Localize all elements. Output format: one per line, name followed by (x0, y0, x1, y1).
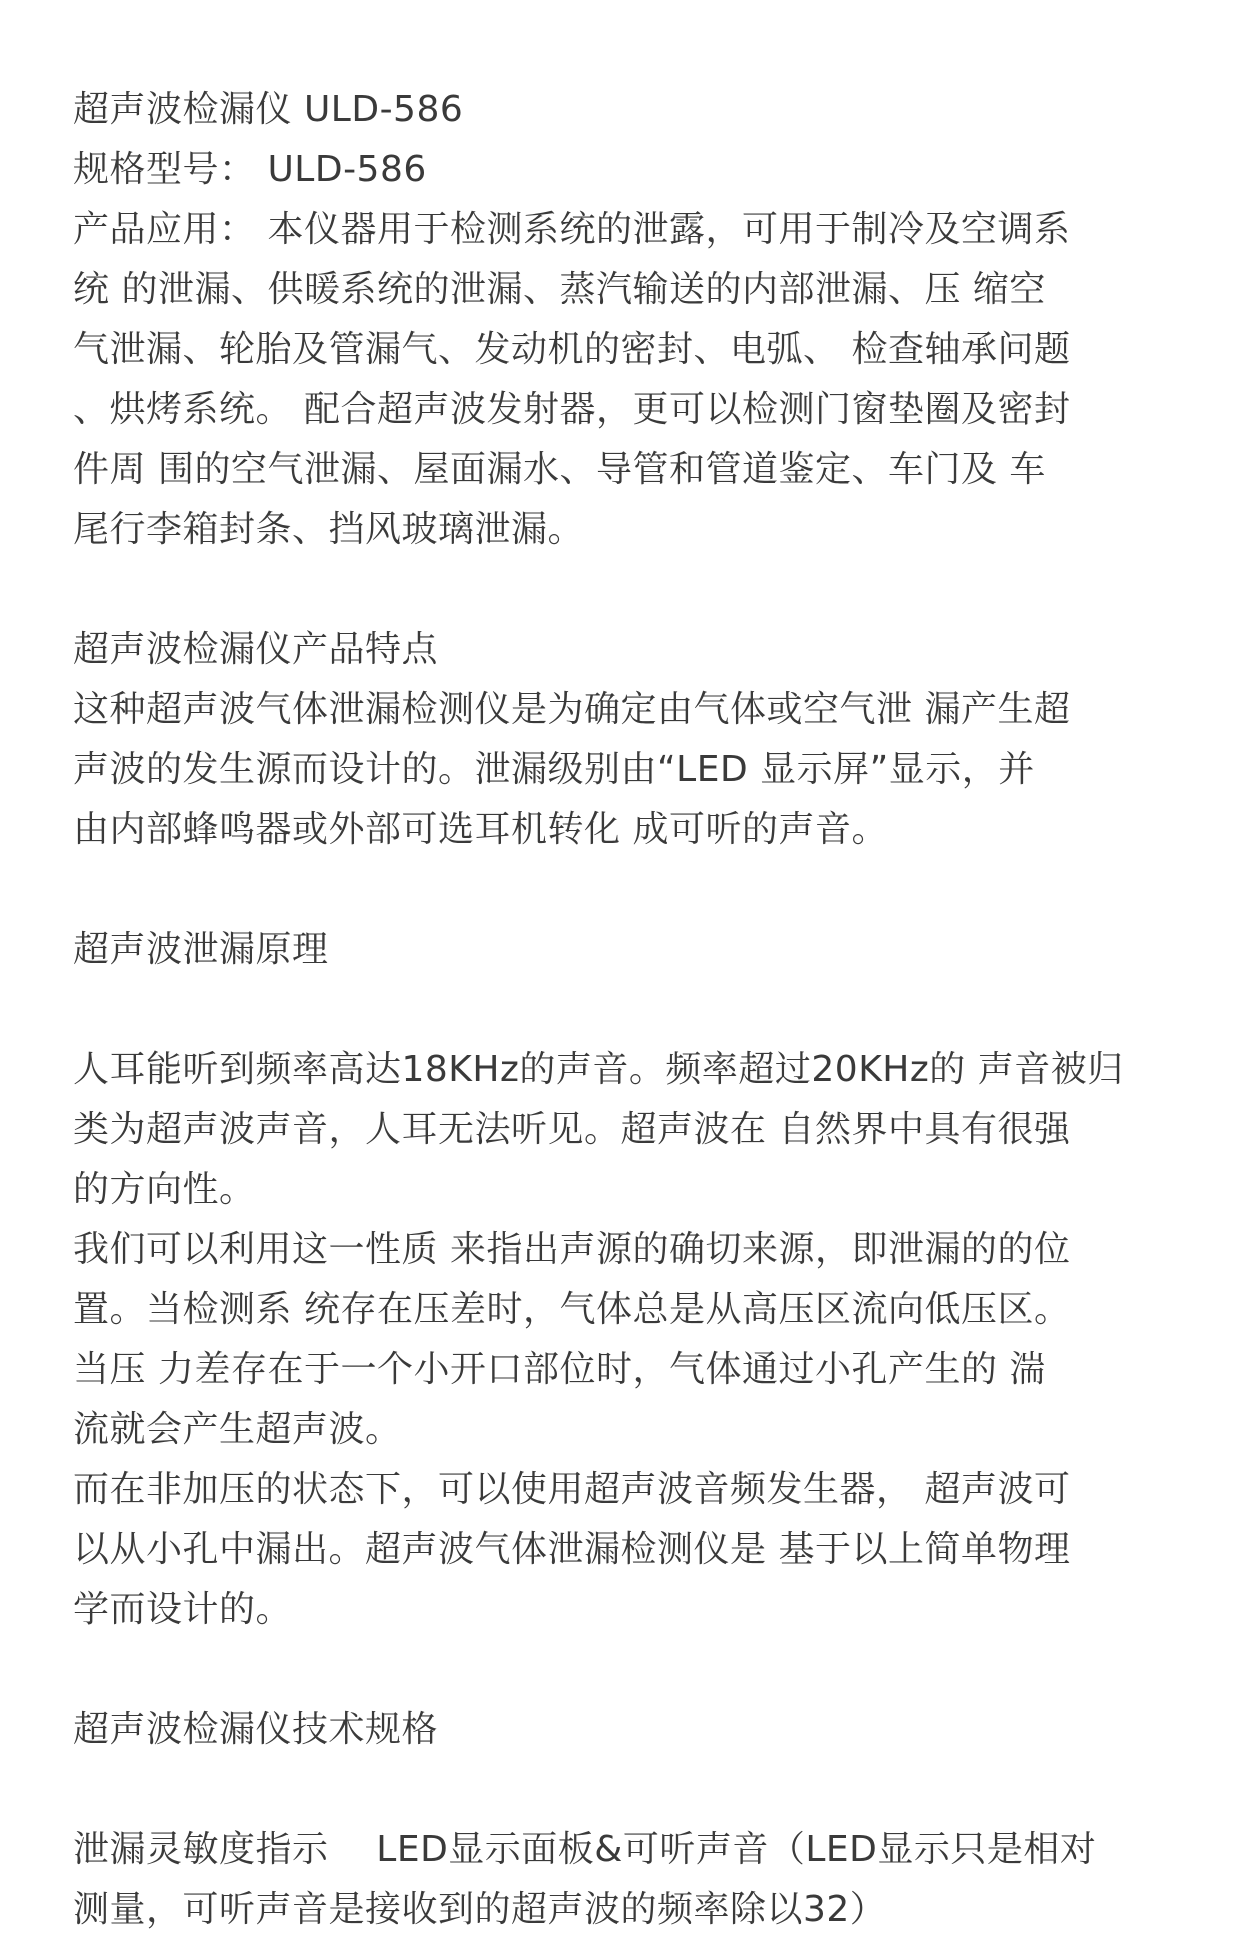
text-line: 声波的发生源而设计的。泄漏级别由“LED 显示屏”显示，并 (73, 749, 1035, 790)
text-line: 泄漏灵敏度指示 LED显示面板&可听声音（LED显示只是相对 (73, 1829, 1097, 1870)
specs-heading: 超声波检漏仪技术规格 (73, 1709, 439, 1750)
text-line: 件周 围的空气泄漏、屋面漏水、导管和管道鉴定、车门及 车 (73, 449, 1046, 490)
text-line: 当压 力差存在于一个小开口部位时，气体通过小孔产生的 湍 (73, 1349, 1046, 1390)
text-line: 的方向性。 (73, 1169, 256, 1210)
document-page (73, 80, 1183, 1940)
principle-paragraph-3 (73, 1460, 1183, 1640)
text-line: 我们可以利用这一性质 来指出声源的确切来源，即泄漏的的位 (73, 1229, 1071, 1270)
text-line: 以从小孔中漏出。超声波气体泄漏检测仪是 基于以上简单物理 (73, 1529, 1071, 1570)
text-line: 这种超声波气体泄漏检测仪是为确定由气体或空气泄 漏产生超 (73, 689, 1071, 730)
text-line: 置。当检测系 统存在压差时，气体总是从高压区流向低压区。 (73, 1289, 1071, 1330)
text-line: 气泄漏、轮胎及管漏气、发动机的密封、电弧、 检查轴承问题 (73, 329, 1071, 370)
text-line: 人耳能听到频率高达18KHz的声音。频率超过20KHz的 声音被归 (73, 1049, 1124, 1090)
text-line: 学而设计的。 (73, 1589, 293, 1630)
features-heading: 超声波检漏仪产品特点 (73, 629, 439, 670)
text-line: 测量，可听声音是接收到的超声波的频率除以32） (73, 1889, 887, 1930)
principle-paragraph-1 (73, 1040, 1183, 1220)
text-line: 、烘烤系统。 配合超声波发射器，更可以检测门窗垫圈及密封 (73, 389, 1071, 430)
text-line: 统 的泄漏、供暖系统的泄漏、蒸汽输送的内部泄漏、压 缩空 (73, 269, 1046, 310)
product-title: 超声波检漏仪 ULD-586 (73, 89, 464, 130)
text-line: 流就会产生超声波。 (73, 1409, 402, 1450)
principle-heading: 超声波泄漏原理 (73, 929, 329, 970)
text-line: 由内部蜂鸣器或外部可选耳机转化 成可听的声音。 (73, 809, 888, 850)
text-line: 而在非加压的状态下，可以使用超声波音频发生器， 超声波可 (73, 1469, 1071, 1510)
text-line: 产品应用： 本仪器用于检测系统的泄露，可用于制冷及空调系 (73, 209, 1071, 250)
principle-paragraph-2 (73, 1220, 1183, 1460)
features-paragraph (73, 680, 1183, 860)
specs-paragraph (73, 1820, 1183, 1940)
application-paragraph (73, 200, 1183, 560)
text-line: 尾行李箱封条、挡风玻璃泄漏。 (73, 509, 585, 550)
model-number: 规格型号： ULD-586 (73, 149, 427, 190)
text-line: 类为超声波声音，人耳无法听见。超声波在 自然界中具有很强 (73, 1109, 1071, 1150)
